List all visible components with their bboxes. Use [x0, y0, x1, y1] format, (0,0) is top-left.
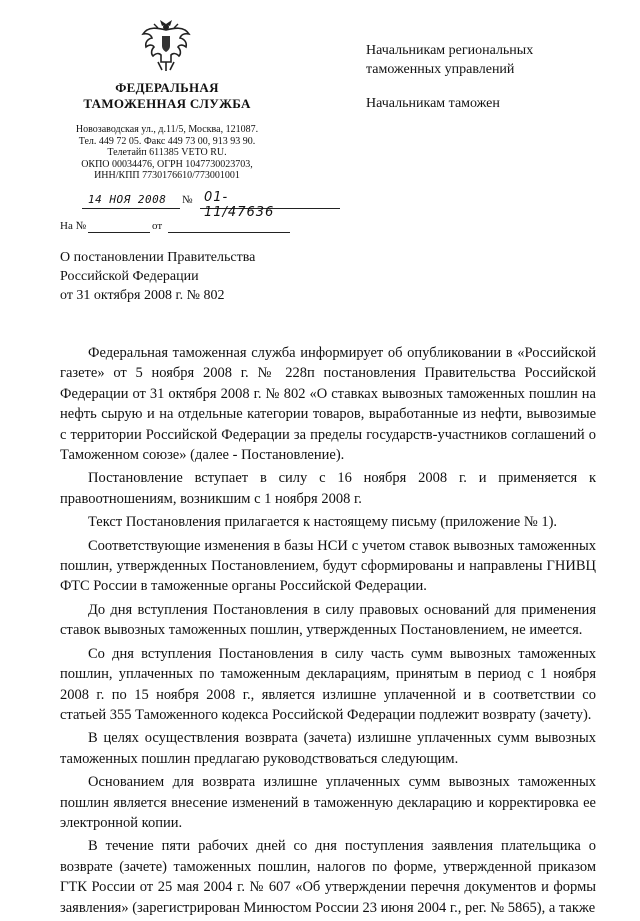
body-paragraph-6: Со дня вступления Постановления в силу часть сумм вывозных таможенных пошлин, уплаченных по таможенным декларациям, принятым в период с 1 ноября 2008 г. по 15 ноября 2008 г., является излишне уплаченной и в соответствии со статьей 355 Таможенного кодекса Российской Федерации подлежит возврату (зачету). [60, 645, 596, 723]
body-paragraph-4: Соответствующие изменения в базы НСИ с учетом ставок вывозных таможенных пошлин, утвержденных Постановлением, будут сформированы и направлены ГНИВЦ ФТС России в таможенные органы Российской Федерации. [60, 537, 596, 595]
outgoing-number-stamp: 01-11/47636 [204, 190, 275, 220]
letter-subject [60, 248, 255, 305]
reference-number-underline [88, 232, 150, 233]
body-paragraph-3: Текст Постановления прилагается к настоящему письму (приложение № 1). [88, 514, 558, 531]
subject-line2: Российской Федерации [60, 269, 199, 284]
body-paragraph-5: До дня вступления Постановления в силу правовых оснований для применения ставок вывозных таможенных пошлин, утвержденных Постановлением, не имеется. [60, 601, 596, 639]
number-sign: № [182, 194, 193, 206]
letter-body [60, 343, 596, 921]
contact-okpo: ОКПО 00034476, ОГРН 1047730023703, [81, 158, 253, 170]
organization-name-line1: ФЕДЕРАЛЬНАЯ [115, 80, 219, 95]
body-paragraph-2: Постановление вступает в силу с 16 ноября 2008 г. и применяется к правоотношениям, возникшим с 1 ноября 2008 г. [60, 470, 596, 507]
contact-phone: Тел. 449 72 05. Факс 449 73 00, 913 93 90. [78, 135, 256, 147]
addressee-line2: таможенных управлений [366, 62, 515, 77]
contact-address: Новозаводская ул., д.11/5, Москва, 121087. [75, 124, 259, 135]
body-paragraph-8: Основанием для возврата излишне уплаченных сумм вывозных таможенных пошлин является внесение изменений в таможенную декларацию и корректировка ее электронной копии. [60, 774, 596, 831]
subject-line1: О постановлении Правительства [60, 250, 256, 265]
contact-inn: ИНН/КПП 7730176610/773001001 [94, 170, 240, 182]
reference-date-underline [168, 232, 290, 233]
contact-block [60, 124, 274, 182]
date-stamp: 14 НОЯ 2008 [88, 193, 167, 206]
date-underline [82, 208, 180, 209]
body-paragraph-1: Федеральная таможенная служба информирует об опубликовании в «Российской газете» от 5 ноября 2008 г. № 228п постановления Правительства Российской Федерации от 31 октября 2008 г. № 802 «О ставках вывозных таможенных пошлин на нефть сырую и на отдельные категории товаров, выработанные из нефти, вывозимые с территории Российской Федерации за пределы государств-участников соглашений о Таможенном союзе» (далее - Постановление). [60, 345, 596, 464]
body-paragraph-9: В течение пяти рабочих дней со дня поступления заявления плательщика о возврате (зачете) таможенных пошлин, налогов по форме, утвержденной приказом ГТК России от 25 мая 2004 г. № 607 «Об утверждении перечня документов и формы заявления» (зарегистрирован Минюстом России 23 июня 2004 г., рег. № 5865), а также [60, 838, 596, 916]
addressee-line1: Начальникам региональных [366, 43, 534, 58]
reference-from-label: от [152, 220, 163, 232]
subject-line3: от 31 октября 2008 г. № 802 [60, 288, 225, 303]
organization-name-line2: ТАМОЖЕННАЯ СЛУЖБА [83, 96, 251, 111]
contact-teletype: Телетайп 611385 VETO RU. [107, 147, 227, 159]
body-paragraph-7: В целях осуществления возврата (зачета) излишне уплаченных сумм вывозных таможенных пошлин предлагаю руководствоваться следующим. [60, 730, 596, 767]
reference-line [60, 220, 290, 234]
coat-of-arms-emblem-icon [140, 18, 192, 74]
registration-line [60, 190, 290, 220]
addressee-line3: Начальникам таможен [366, 96, 500, 111]
reference-prefix: На № [60, 220, 87, 232]
